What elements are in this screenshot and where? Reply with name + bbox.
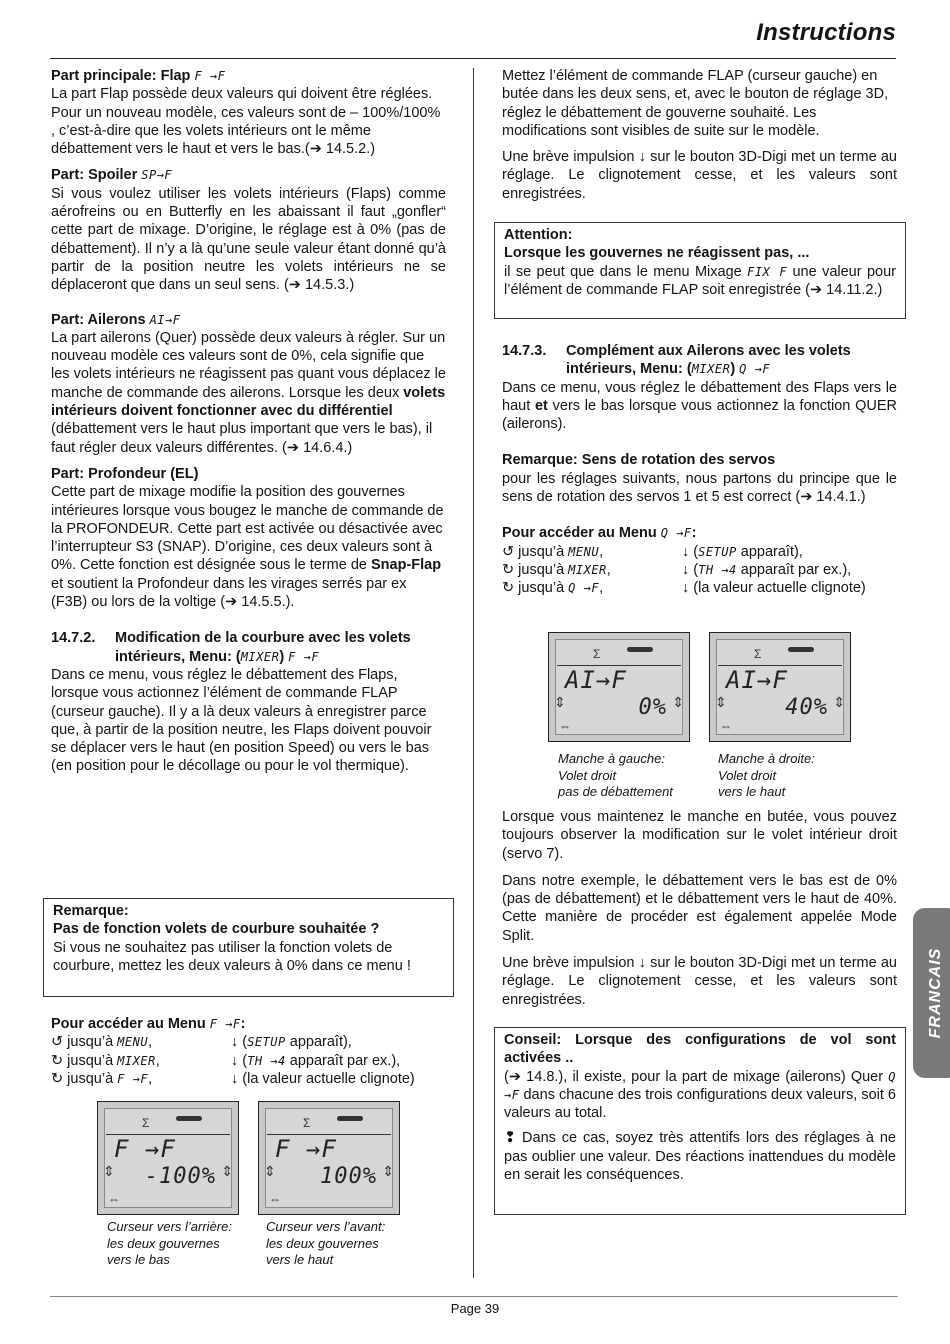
- remark-body: Si vous ne souhaitez pas utiliser la fonction volets de courbure, mettez les deux valeurs à 0% dans ce menu !: [53, 939, 411, 974]
- attention-body: il se peut que dans le menu Mixage FIX F une valeur pour l’élément de commande FLAP soit enregistrée (➔ 14.11.2.): [504, 263, 896, 298]
- servo-remark-body: pour les réglages suivants, nous partons du principe que le sens de rotation des servos 1 et 5 est correct (➔ 14.4.1.): [502, 470, 897, 506]
- right-step-3-a: ↻ jusqu’à Q →F,: [502, 580, 604, 597]
- attention-title: Attention:: [504, 227, 573, 243]
- caption-ailerons-left: Manche à gauche: Volet droit pas de débattement: [558, 751, 673, 799]
- right-access-steps: [502, 543, 897, 598]
- right-step-2-a: ↻ jusqu’à MIXER,: [502, 561, 611, 578]
- sigma-icon: Σ: [142, 1116, 150, 1130]
- trim-bottom-icon: ⇔: [269, 1191, 281, 1206]
- right-column-mid: [502, 342, 897, 598]
- caption-flap-back: Curseur vers l’arrière: les deux gouvernes vers le bas: [107, 1219, 232, 1267]
- tip-box: [494, 1027, 906, 1215]
- left-access-steps: [51, 1033, 461, 1088]
- left-step-2-b: ↓ (TH →4 apparaît par ex.),: [231, 1052, 401, 1069]
- left-step-3-b: ↓ (la valeur actuelle clignote): [231, 1070, 415, 1087]
- right-access-heading: Pour accéder au Menu Q →F:: [502, 525, 697, 542]
- lcd-display-flap-forward: [258, 1101, 400, 1215]
- trim-left-icon: ⇕: [554, 694, 566, 710]
- spoiler-body: Si vous voulez utiliser les volets intérieurs (Flaps) comme aérofreins ou en Butterfly en les abaissant il faut „gonfler“ cette part de mixage. D’origine, le réglage est à 0% (pas de débattement). Il n’y a là qu’une seule valeur étant donné qu’à partir de la position neutre les volets intérieurs ne se déplaceront que dans un seul sens. (➔ 14.5.3.): [51, 185, 446, 294]
- right-step-2-b: ↓ (TH →4 apparaît par ex.),: [682, 561, 852, 578]
- sigma-icon: Σ: [754, 647, 762, 661]
- left-column: [51, 67, 446, 776]
- trim-right-icon: ⇕: [382, 1163, 394, 1179]
- remark-title: Remarque:: [53, 903, 129, 919]
- lcd-menu-text: F →F: [275, 1135, 337, 1163]
- right-column-top: [502, 67, 897, 203]
- airplane-icon: [176, 1116, 202, 1121]
- page-header-title: Instructions: [756, 19, 896, 46]
- caption-flap-forward: Curseur vers l’avant: les deux gouvernes vers le haut: [266, 1219, 386, 1267]
- spoiler-heading: Part: Spoiler SP→F: [51, 167, 173, 184]
- section-14-7-3-title: 14.7.3. Complément aux Ailerons avec les volets intérieurs, Menu: (MIXER) Q →F: [502, 343, 851, 378]
- trim-bottom-icon: ⇔: [559, 718, 571, 733]
- page-number: Page 39: [450, 1301, 500, 1316]
- column-divider: [473, 68, 474, 1278]
- airplane-icon: [788, 647, 814, 652]
- ailerons-heading: Part: Ailerons AI→F: [51, 311, 181, 328]
- trim-left-icon: ⇕: [715, 694, 727, 710]
- remark-box: [43, 898, 454, 997]
- lcd-menu-text: AI→F: [726, 666, 788, 694]
- trim-left-icon: ⇕: [264, 1163, 276, 1179]
- remark-subtitle: Pas de fonction volets de courbure souhaitée ?: [53, 921, 380, 938]
- lcd-menu-text: AI→F: [565, 666, 627, 694]
- left-step-1-b: ↓ (SETUP apparaît),: [231, 1034, 352, 1051]
- left-access-heading: Pour accéder au Menu F →F:: [51, 1016, 246, 1032]
- tip-title: Conseil: Lorsque des configurations de vol sont activées ..: [504, 1032, 896, 1067]
- trim-right-icon: ⇕: [221, 1163, 233, 1179]
- lcd-display-flap-back: [97, 1101, 239, 1215]
- right-p5: Une brève impulsion ↓ sur le bouton 3D-Digi met un terme au réglage. Le clignotement cesse, et les valeurs sont enregistrées.: [502, 955, 897, 1008]
- section-14-7-2-title: 14.7.2. Modification de la courbure avec les volets intérieurs, Menu: (MIXER) F →F: [51, 630, 411, 665]
- right-p3: Lorsque vous maintenez le manche en butée, vous pouvez toujours observer la modification sur le volet intérieur droit (servo 7).: [502, 809, 897, 862]
- flap-body: La part Flap possède deux valeurs qui doivent être réglées. Pour un nouveau modèle, ces valeurs sont de – 100%/100% , c’est-à-dire que les volets intérieurs ont le même débattement vers le haut et vers le bas.(➔ 14.5.2.): [51, 86, 441, 158]
- section-14-7-2-body: Dans ce menu, vous réglez le débattement des Flaps, lorsque vous actionnez l’élément de commande FLAP (curseur gauche). Il y a là deux valeurs à enregistrer parce que, à partir de la position neutre, les Flaps doivent pouvoir se déplacer vers le haut (en position Speed) ou vers le bas (en position pour le décollage ou pour le vol thermique).: [51, 666, 432, 775]
- trim-bottom-icon: ⇔: [108, 1191, 120, 1206]
- right-p1: Mettez l’élément de commande FLAP (curseur gauche) en butée dans les deux sens, et, avec le bouton de réglage 3D, réglez le débattement de gouverne souhaité. Les modifications sont visibles de suite sur le modèle.: [502, 68, 889, 139]
- tip-warning: ❢ Dans ce cas, soyez très attentifs lors des réglages à ne pas oublier une valeur. Des réactions inattendues du modèle en serait les conséquences.: [504, 1130, 896, 1184]
- profondeur-heading: Part: Profondeur (EL): [51, 465, 199, 482]
- right-p4: Dans notre exemple, le débattement vers le bas est de 0% (pas de débattement) et le débattement vers le haut de 40%. Cette manière de procéder est également appelée Mode Split.: [502, 872, 897, 944]
- profondeur-body: Cette part de mixage modifie la position des gouvernes intérieures lorsque vous bougez le manche de commande de la PROFONDEUR. Cette part est activée ou désactivée avec l’interrupteur S3 (SNAP). D’origine, ces deux valeurs sont à 0%. Cette fonction est désignée sous le terme de Snap-Flap et soutient la Profondeur dans les virages serrés par ex (F3B) ou lors de la voltige (➔ 14.5.5.).: [51, 484, 444, 611]
- ailerons-body: La part ailerons (Quer) possède deux valeurs à régler. Sur un nouveau modèle ces valeurs sont de 0%, cela signifie que les volets intérieurs ne réagissent pas quant vous déplacez le manche de commande des ailerons. Lorsque les deux volets intérieurs doivent fonctionner avec du différentiel (débattement vers le haut plus important que vers le bas), il faut régler deux valeurs différentes. (➔ 14.6.4.): [51, 329, 446, 456]
- right-step-1-b: ↓ (SETUP apparaît),: [682, 543, 803, 560]
- header-rule: [50, 58, 896, 59]
- sigma-icon: Σ: [593, 647, 601, 661]
- left-access: [51, 1015, 461, 1088]
- attention-box: [494, 222, 906, 319]
- lcd-menu-text: F →F: [114, 1135, 176, 1163]
- section-14-7-3-body: Dans ce menu, vous réglez le débattement des Flaps vers le haut et vers le bas lorsque vous actionnez la fonction QUER (ailerons).: [502, 379, 897, 433]
- right-step-3-b: ↓ (la valeur actuelle clignote): [682, 580, 866, 597]
- airplane-icon: [627, 647, 653, 652]
- lcd-display-ailerons-right: [709, 632, 851, 742]
- lcd-value-text: 40%: [785, 695, 828, 720]
- attention-subtitle: Lorsque les gouvernes ne réagissent pas, ...: [504, 245, 810, 262]
- right-column-bottom: [502, 808, 897, 1009]
- flap-heading: Part principale: Flap F →F: [51, 68, 226, 84]
- lcd-value-text: 100%: [320, 1164, 377, 1189]
- trim-right-icon: ⇕: [833, 694, 845, 710]
- left-step-2-a: ↻ jusqu’à MIXER,: [51, 1052, 160, 1069]
- left-step-1-a: ↺ jusqu’à MENU,: [51, 1034, 153, 1051]
- footer-rule: [50, 1296, 898, 1297]
- right-step-1-a: ↺ jusqu’à MENU,: [502, 543, 604, 560]
- right-p2: Une brève impulsion ↓ sur le bouton 3D-Digi met un terme au réglage. Le clignotement cesse, et les valeurs sont enregistrées.: [502, 149, 897, 202]
- language-side-tab: FRANCAIS: [913, 908, 950, 1078]
- trim-right-icon: ⇕: [672, 694, 684, 710]
- left-step-3-a: ↻ jusqu’à F →F,: [51, 1070, 153, 1087]
- sigma-icon: Σ: [303, 1116, 311, 1130]
- servo-remark-heading: Remarque: Sens de rotation des servos: [502, 452, 776, 469]
- trim-left-icon: ⇕: [103, 1163, 115, 1179]
- lcd-value-text: 0%: [638, 695, 667, 720]
- trim-bottom-icon: ⇔: [720, 718, 732, 733]
- tip-body: (➔ 14.8.), il existe, pour la part de mixage (ailerons) Quer Q →F dans chacune des trois configurations deux valeurs, soit 6 valeurs au total.: [504, 1068, 896, 1122]
- lcd-value-text: -100%: [144, 1164, 216, 1189]
- lcd-display-ailerons-left: [548, 632, 690, 742]
- caption-ailerons-right: Manche à droite: Volet droit vers le haut: [718, 751, 815, 799]
- airplane-icon: [337, 1116, 363, 1121]
